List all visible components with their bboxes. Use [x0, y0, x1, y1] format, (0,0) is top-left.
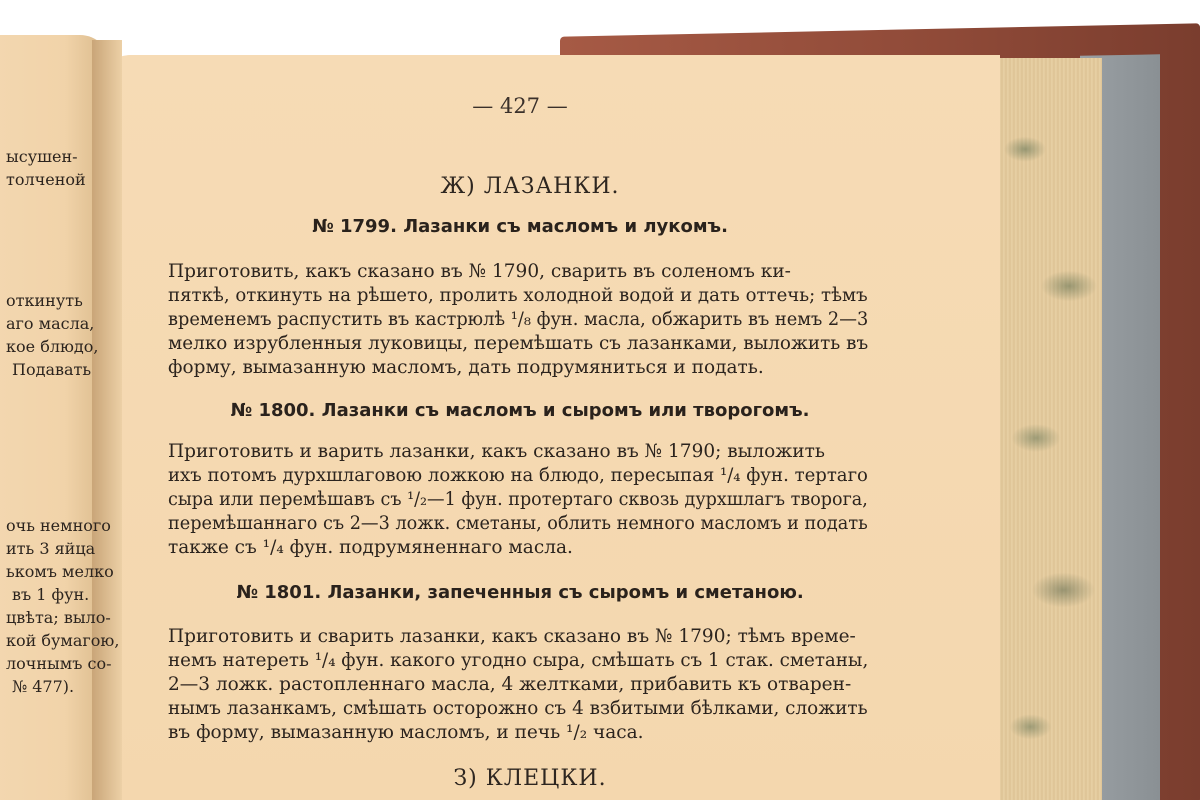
recipe-line: также съ ¹/₄ фун. подрумяненнаго масла. [168, 537, 573, 558]
left-page-line: аго масла, [6, 314, 95, 333]
marbled-page-edge [990, 58, 1102, 800]
recipe-line: пяткѣ, откинуть на рѣшето, пролить холодной водой и дать оттечь; тѣмъ [168, 285, 868, 306]
recipe-line: временемъ распустить въ кастрюлѣ ¹/₈ фун. масла, обжарить въ немъ 2—3 [168, 309, 869, 330]
left-page-line: цвѣта; выло- [6, 608, 111, 627]
section-title: Ж) ЛАЗАНКИ. [440, 174, 620, 199]
recipe-heading: № 1799. Лазанки съ масломъ и лукомъ. [312, 216, 728, 237]
recipe-heading: № 1801. Лазанки, запеченныя съ сыромъ и сметаною. [236, 582, 804, 603]
left-page-line: въ 1 фун. [12, 585, 90, 604]
left-page-line: кое блюдо, [6, 337, 99, 356]
recipe-line: въ форму, вымазанную масломъ, и печь ¹/₂ часа. [168, 722, 644, 743]
book-gutter [92, 40, 122, 800]
left-page-line: Подавать [12, 360, 92, 379]
recipe-line: Приготовить и сварить лазанки, какъ сказано въ № 1790; тѣмъ време- [168, 626, 856, 647]
recipe-line: Приготовить и варить лазанки, какъ сказано въ № 1790; выложить [168, 441, 825, 462]
recipe-line: 2—3 ложк. растопленнаго масла, 4 желтками, прибавить къ отварен- [168, 674, 852, 695]
recipe-line: перемѣшаннаго съ 2—3 ложк. сметаны, облить немного масломъ и подать [168, 513, 868, 534]
recipe-line: сыра или перемѣшавъ съ ¹/₂—1 фун. протертаго сквозь дурхшлагъ творога, [168, 489, 868, 510]
recipe-heading: № 1800. Лазанки съ масломъ и сыромъ или творогомъ. [230, 400, 810, 421]
recipe-line: нымъ лазанкамъ, смѣшать осторожно съ 4 взбитыми бѣлками, сложить [168, 698, 868, 719]
left-page-line: толченой [6, 170, 86, 189]
left-page-line: ить 3 яйца [6, 539, 96, 558]
left-page-line: очь немного [6, 516, 111, 535]
left-page-line: кой бумагою, [6, 631, 120, 650]
left-page-line: лочнымъ со- [6, 654, 112, 673]
recipe-line: Приготовить, какъ сказано въ № 1790, сварить въ соленомъ ки- [168, 261, 791, 282]
next-section-title: З) КЛЕЦКИ. [453, 766, 607, 791]
recipe-line: мелко изрубленныя луковицы, перемѣшать съ лазанками, выложить въ [168, 333, 869, 354]
recipe-text [168, 440, 868, 560]
left-page-line: ысушен- [6, 147, 78, 166]
left-page-line: № 477). [12, 677, 75, 696]
page-number: — 427 — [472, 94, 568, 118]
recipe-line: форму, вымазанную масломъ, дать подрумяниться и подать. [168, 357, 764, 378]
recipe-text [168, 625, 868, 745]
recipe-line: немъ натереть ¹/₄ фун. какого угодно сыра, смѣшать съ 1 стак. сметаны, [168, 650, 869, 671]
recipe-text [168, 260, 868, 380]
left-page-line: откинуть [6, 291, 83, 310]
recipe-line: ихъ потомъ дурхшлаговою ложкою на блюдо, пересыпая ¹/₄ фун. тертаго [168, 465, 868, 486]
left-page-line: ькомъ мелко [6, 562, 114, 581]
